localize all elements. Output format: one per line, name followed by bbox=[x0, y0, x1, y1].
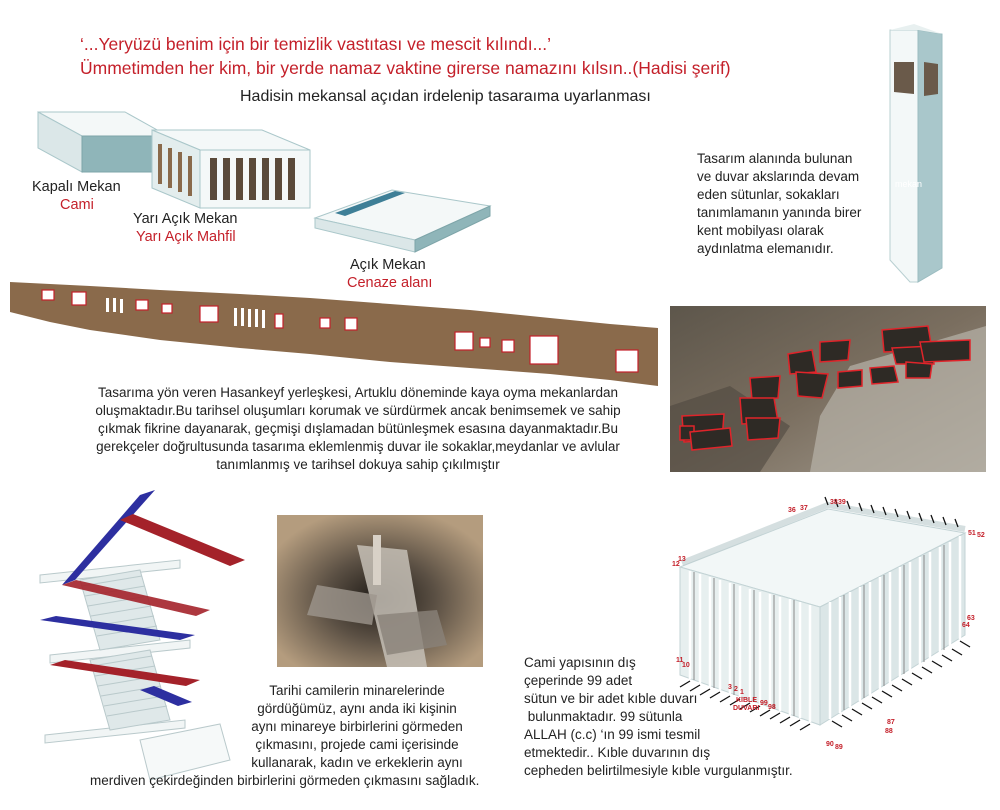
column-number-1: 1 bbox=[740, 689, 744, 696]
column-note: Tasarım alanında bulunan ve duvar akslarında devam eden sütunlar, sokakları tanımlamanın yanında birer kent mobilyası olarak aydınlatma elemanıdır. bbox=[697, 151, 862, 256]
double-stair-diagram bbox=[20, 490, 260, 800]
minaret-paragraph-last: merdiven çekirdeğinden birbirlerini görmeden çıkmasını sağladık. bbox=[90, 773, 480, 788]
open-space-sub: Cenaze alanı bbox=[347, 275, 433, 291]
column-number-98: 98 bbox=[768, 704, 776, 711]
column-number-12: 12 bbox=[672, 561, 680, 568]
column-number-13: 13 bbox=[678, 556, 686, 563]
semi-space-label: Yarı Açık Mekan bbox=[133, 211, 238, 227]
mosque-paragraph: Cami yapısının dış çeperinde 99 adet sütun ve bir adet kıble duvarı bulunmaktadır. 99 sütunla ALLAH (c.c) ‘ın 99 ismi tesmil etmektedir.. Kıble duvarının dış cepheden belirtilmesiyle kıble vurgulanmıştır. bbox=[524, 655, 793, 778]
qibla-label-2: DUVARI bbox=[733, 705, 760, 712]
column-number-38: 38 bbox=[830, 499, 838, 506]
column-number-10: 10 bbox=[682, 662, 690, 669]
hadith-quote-line2: Ümmetimden her kim, bir yerde namaz vaktine girerse namazını kılsın..(Hadisi şerif) bbox=[80, 58, 731, 78]
hadith-quote-line1: ‘...Yeryüzü benim için bir temizlik vastıtası ve mescit kılındı...’ bbox=[80, 34, 552, 54]
minaret-stair-photo bbox=[277, 515, 483, 667]
column-number-88: 88 bbox=[885, 728, 893, 735]
wall-elevation bbox=[10, 278, 665, 390]
column-number-90: 90 bbox=[826, 741, 834, 748]
column-number-64: 64 bbox=[962, 622, 970, 629]
closed-space-label: Kapalı Mekan bbox=[32, 179, 121, 195]
hasankeyf-rock-photo bbox=[670, 306, 986, 472]
column-number-51: 51 bbox=[968, 530, 976, 537]
column-number-87: 87 bbox=[887, 719, 895, 726]
column-number-36: 36 bbox=[788, 507, 796, 514]
hasankeyf-paragraph: Tasarıma yön veren Hasankeyf yerleşkesi, Artuklu döneminde kaya oyma mekanlardan oluşmaktadır.Bu tarihsel oluşumları korumak ve sürdürmek ancak benimsemek ve sahip çıkmak fikrine dayanarak, geçmişi dışlamadan bütünleşmek esasına dayanmaktadır.Bu gerekçeler doğrultusunda tasarıma eklemlenmiş duvar ile sokaklar,meydanlar ve avlular tanımlanmış ve tarihsel dokuya sahip çıkılmıştır bbox=[95, 385, 621, 472]
open-space-label: Açık Mekan bbox=[350, 257, 426, 273]
column-number-37: 37 bbox=[800, 505, 808, 512]
column-number-39: 39 bbox=[838, 499, 846, 506]
closed-space-model bbox=[38, 112, 168, 172]
column-number-11: 11 bbox=[676, 657, 684, 664]
page-subtitle: Hadisin mekansal açıdan irdelenip tasaraıma uyarlanması bbox=[240, 88, 651, 105]
semi-space-sub: Yarı Açık Mahfil bbox=[136, 229, 236, 245]
column-number-99: 99 bbox=[760, 700, 768, 707]
minaret-paragraph: Tarihi camilerin minarelerinde gördüğümüz, aynı anda iki kişinin aynı minareye birbirlerini görmeden çıkmasını, projede cami içerisinde kullanarak, kadın ve erkeklerin aynı bbox=[251, 683, 463, 770]
qibla-label-1: KIBLE bbox=[736, 697, 757, 704]
column-number-2: 2 bbox=[734, 686, 738, 693]
column-number-63: 63 bbox=[967, 615, 975, 622]
column-number-89: 89 bbox=[835, 744, 843, 751]
column-illustration bbox=[880, 20, 960, 290]
column-number-52: 52 bbox=[977, 532, 985, 539]
column-tag: mekan bbox=[895, 179, 923, 189]
closed-space-sub: Cami bbox=[60, 197, 94, 213]
column-number-3: 3 bbox=[728, 684, 732, 691]
semi-open-space-model bbox=[152, 130, 310, 208]
open-space-model bbox=[315, 190, 490, 252]
